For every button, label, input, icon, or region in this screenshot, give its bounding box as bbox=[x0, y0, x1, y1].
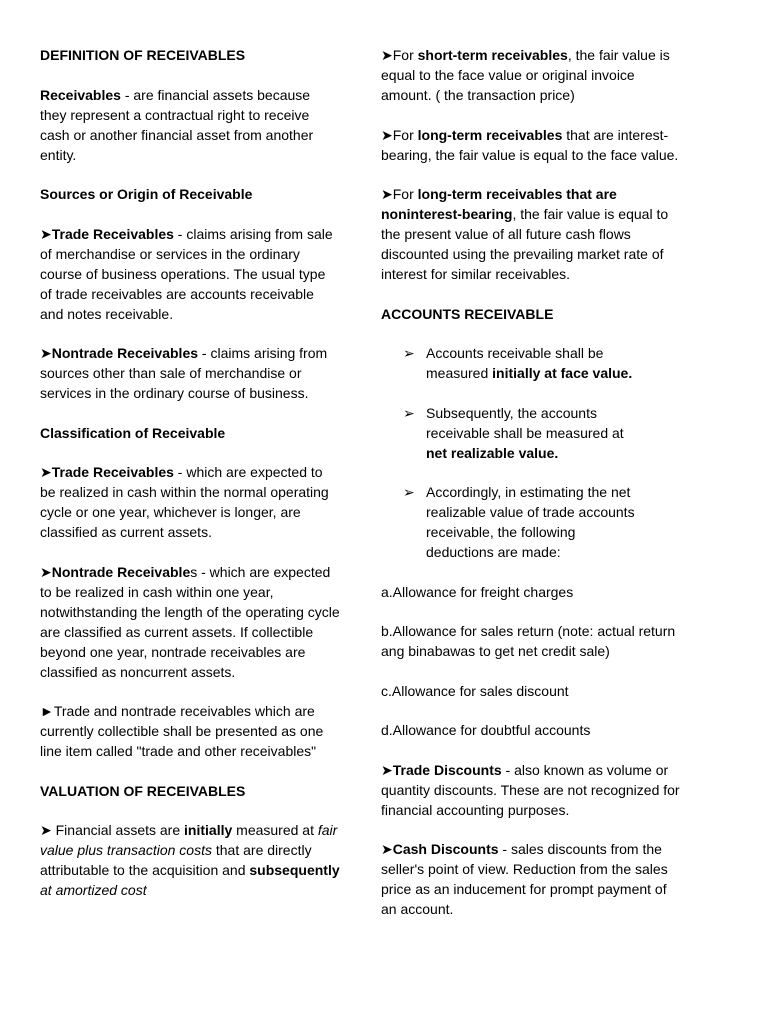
deduction-item: a.Allowance for freight charges bbox=[381, 583, 574, 600]
arrow-icon: ➤ bbox=[381, 126, 393, 143]
arrow-icon: ➤ bbox=[40, 563, 52, 580]
heading-sources: Sources or Origin of Receivable bbox=[40, 186, 253, 202]
paragraph-receivables-definition: Receivables - are financial assets because they represent a contractual right to receive cash or another financial asset from another entity. bbox=[40, 86, 314, 163]
arrow-icon: ➤ bbox=[40, 464, 52, 480]
arrow-icon: ➤ bbox=[40, 225, 52, 242]
right-column bbox=[381, 45, 681, 939]
arrowhead-bullet-icon: ➢ bbox=[403, 484, 415, 500]
paragraph-class-nontrade: ➤Nontrade Receivables - which are expected to be realized in cash within one year, notwithstanding the length of the operating cycle are classified as current assets. If collectible beyond one year, nontrade receivables are classified as noncurrent assets. bbox=[40, 563, 340, 680]
paragraph-cash-discounts: ➤Cash Discounts - sales discounts from the seller's point of view. Reduction from the sales price as an inducement for prompt payment of an account. bbox=[381, 841, 668, 917]
arrow-icon: ➤ bbox=[381, 761, 393, 778]
ar-bullet-list bbox=[381, 343, 681, 562]
term: Receivables bbox=[40, 86, 121, 103]
paragraph-fv-noninterest: ➤For long-term receivables that are noninterest-bearing, the fair value is equal to the present value of all future cash flows discounted using the prevailing market rate of interest for similar receivables. bbox=[381, 186, 669, 282]
arrow-icon: ➤ bbox=[40, 822, 52, 838]
list-item: ➢ Accordingly, in estimating the net realizable value of trade accounts receivable, the following deductions are made: bbox=[403, 484, 635, 560]
list-item: ➢ Accounts receivable shall be measured initially at face value. bbox=[403, 345, 633, 381]
paragraph-valuation: ➤ Financial assets are initially measured at fair value plus transaction costs that are directly attributable to the acquisition and subsequently at amortized cost bbox=[40, 822, 340, 898]
left-column bbox=[40, 45, 340, 920]
paragraph-trade-discounts: ➤Trade Discounts - also known as volume or quantity discounts. These are not recognized for financial accounting purposes. bbox=[381, 761, 680, 818]
arrow-icon: ➤ bbox=[381, 186, 393, 202]
paragraph-class-trade: ➤Trade Receivables - which are expected to be realized in cash within the normal operating cycle or one year, whichever is longer, are classified as current assets. bbox=[40, 464, 329, 540]
paragraph-fv-long-term: ➤For long-term receivables that are interest-bearing, the fair value is equal to the face value. bbox=[381, 126, 679, 163]
arrowhead-bullet-icon: ➢ bbox=[403, 345, 415, 361]
heading-accounts-receivable: ACCOUNTS RECEIVABLE bbox=[381, 305, 554, 322]
arrowhead-bullet-icon: ➢ bbox=[403, 404, 415, 421]
heading-classification: Classification of Receivable bbox=[40, 424, 226, 441]
deduction-item: d.Allowance for doubtful accounts bbox=[381, 722, 591, 738]
heading-definition: DEFINITION OF RECEIVABLES bbox=[40, 47, 246, 63]
list-item: ➢ Subsequently, the accounts receivable shall be measured at net realizable value. bbox=[403, 404, 624, 461]
pointer-icon: ► bbox=[40, 703, 54, 719]
paragraph-class-other: ►Trade and nontrade receivables which are currently collectible shall be presented as one line item called "trade and other receivables" bbox=[40, 703, 324, 759]
deduction-item: c.Allowance for sales discount bbox=[381, 682, 569, 699]
paragraph-source-nontrade: ➤Nontrade Receivables - claims arising from sources other than sale of merchandise or services in the ordinary course of business. bbox=[40, 345, 328, 401]
arrow-icon: ➤ bbox=[40, 345, 52, 361]
paragraph-fv-short-term: ➤For short-term receivables, the fair value is equal to the face value or original invoice amount. ( the transaction price) bbox=[381, 47, 670, 103]
paragraph-source-trade: ➤Trade Receivables - claims arising from sale of merchandise or services in the ordinary course of business operations. The usual type of trade receivables are accounts receivable and notes receivable. bbox=[40, 225, 333, 322]
heading-valuation: VALUATION OF RECEIVABLES bbox=[40, 782, 246, 799]
arrow-icon: ➤ bbox=[381, 841, 393, 857]
arrow-icon: ➤ bbox=[381, 47, 393, 63]
deduction-item: b.Allowance for sales return (note: actual return ang binabawas to get net credit sale) bbox=[381, 623, 676, 659]
